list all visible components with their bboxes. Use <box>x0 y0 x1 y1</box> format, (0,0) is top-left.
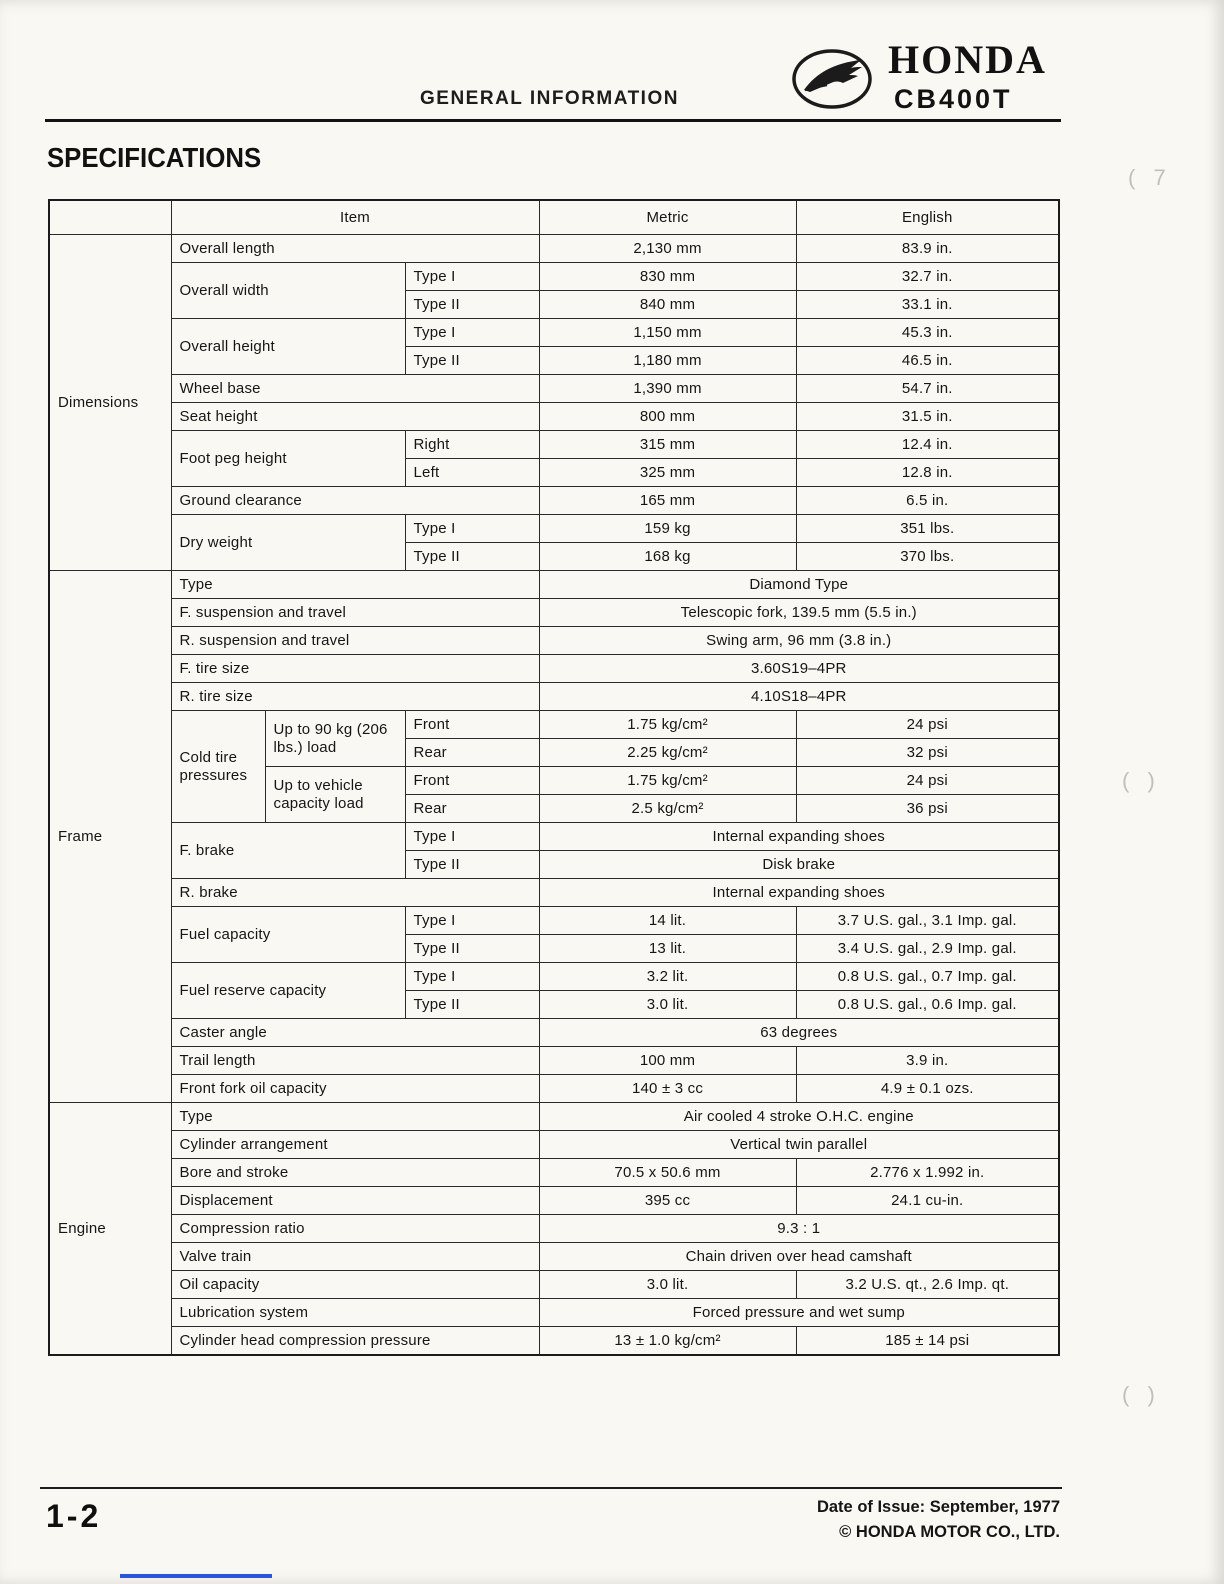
table-row <box>49 1327 1059 1356</box>
table-row <box>49 319 1059 347</box>
table-row <box>49 1159 1059 1187</box>
table-row <box>49 907 1059 935</box>
item-cell: Cylinder head compression pressure <box>171 1327 539 1356</box>
table-row <box>49 375 1059 403</box>
honda-wing-icon <box>790 46 874 117</box>
scan-artifact-mark: ( 7 <box>1128 165 1172 190</box>
value-cell: 63 degrees <box>539 1019 1059 1047</box>
english-cell: 3.2 U.S. qt., 2.6 Imp. qt. <box>796 1271 1059 1299</box>
table-row <box>49 571 1059 599</box>
scan-artifact-line <box>120 1574 272 1578</box>
subitem-cell: Type II <box>405 543 539 571</box>
scan-artifact-mark: ( ) <box>1122 768 1161 793</box>
item-cell: Bore and stroke <box>171 1159 539 1187</box>
metric-cell: 100 mm <box>539 1047 796 1075</box>
subitem-cell: Type I <box>405 907 539 935</box>
header-cell-metric: Metric <box>539 200 796 235</box>
metric-cell: 140 ± 3 cc <box>539 1075 796 1103</box>
table-row <box>49 879 1059 907</box>
value-cell: Swing arm, 96 mm (3.8 in.) <box>539 627 1059 655</box>
english-cell: 36 psi <box>796 795 1059 823</box>
metric-cell: 3.0 lit. <box>539 1271 796 1299</box>
table-row <box>49 515 1059 543</box>
english-cell: 6.5 in. <box>796 487 1059 515</box>
subitem-cell: Type II <box>405 291 539 319</box>
scan-artifact-mark: ( ) <box>1122 1382 1161 1407</box>
metric-cell: 1,150 mm <box>539 319 796 347</box>
section-cell-engine: Engine <box>49 1103 171 1356</box>
item-cell: Fuel capacity <box>171 907 405 963</box>
subitem-cell: Type II <box>405 347 539 375</box>
item-cell: Lubrication system <box>171 1299 539 1327</box>
value-cell: 3.60S19–4PR <box>539 655 1059 683</box>
english-cell: 46.5 in. <box>796 347 1059 375</box>
english-cell: 32 psi <box>796 739 1059 767</box>
subitem-cell: Front <box>405 767 539 795</box>
value-cell: 9.3 : 1 <box>539 1215 1059 1243</box>
table-row <box>49 627 1059 655</box>
page-title: SPECIFICATIONS <box>47 142 262 173</box>
item-cell: R. brake <box>171 879 539 907</box>
metric-cell: 315 mm <box>539 431 796 459</box>
english-cell: 185 ± 14 psi <box>796 1327 1059 1356</box>
header-cell-blank <box>49 200 171 235</box>
english-cell: 31.5 in. <box>796 403 1059 431</box>
date-of-issue: Date of Issue: September, 1977 <box>816 1498 1060 1516</box>
item-cell: Type <box>171 1103 539 1131</box>
english-cell: 24 psi <box>796 767 1059 795</box>
english-cell: 2.776 x 1.992 in. <box>796 1159 1059 1187</box>
model-name: CB400T <box>894 84 1013 114</box>
subitem-cell: Up to 90 kg (206 lbs.) load <box>265 711 405 767</box>
subitem-cell: Type II <box>405 851 539 879</box>
item-cell: Dry weight <box>171 515 405 571</box>
brand-name: HONDA <box>888 37 1047 82</box>
subitem-cell: Type I <box>405 823 539 851</box>
item-cell: Overall height <box>171 319 405 375</box>
metric-cell: 2,130 mm <box>539 235 796 263</box>
item-cell: Cylinder arrangement <box>171 1131 539 1159</box>
metric-cell: 840 mm <box>539 291 796 319</box>
metric-cell: 1,390 mm <box>539 375 796 403</box>
metric-cell: 325 mm <box>539 459 796 487</box>
metric-cell: 3.2 lit. <box>539 963 796 991</box>
item-cell: Seat height <box>171 403 539 431</box>
table-row <box>49 963 1059 991</box>
metric-cell: 1.75 kg/cm² <box>539 767 796 795</box>
page-number: 1-2 <box>46 1498 102 1534</box>
table-row <box>49 655 1059 683</box>
item-cell: Fuel reserve capacity <box>171 963 405 1019</box>
metric-cell: 13 lit. <box>539 935 796 963</box>
table-row <box>49 683 1059 711</box>
item-cell: R. tire size <box>171 683 539 711</box>
header-cell-english: English <box>796 200 1059 235</box>
table-row <box>49 823 1059 851</box>
item-cell: Displacement <box>171 1187 539 1215</box>
value-cell: Air cooled 4 stroke O.H.C. engine <box>539 1103 1059 1131</box>
table-row <box>49 1243 1059 1271</box>
item-cell: Front fork oil capacity <box>171 1075 539 1103</box>
item-cell: Compression ratio <box>171 1215 539 1243</box>
english-cell: 3.7 U.S. gal., 3.1 Imp. gal. <box>796 907 1059 935</box>
header-cell-item: Item <box>171 200 539 235</box>
subitem-cell: Rear <box>405 795 539 823</box>
metric-cell: 1.75 kg/cm² <box>539 711 796 739</box>
value-cell: Internal expanding shoes <box>539 879 1059 907</box>
subitem-cell: Type I <box>405 319 539 347</box>
value-cell: Internal expanding shoes <box>539 823 1059 851</box>
header-rule <box>45 119 1061 122</box>
item-cell: Overall length <box>171 235 539 263</box>
honda-logo-block <box>790 37 1047 117</box>
item-cell: Trail length <box>171 1047 539 1075</box>
english-cell: 0.8 U.S. gal., 0.7 Imp. gal. <box>796 963 1059 991</box>
table-row <box>49 403 1059 431</box>
subitem-cell: Rear <box>405 739 539 767</box>
item-cell: F. brake <box>171 823 405 879</box>
item-cell: R. suspension and travel <box>171 627 539 655</box>
item-cell: F. suspension and travel <box>171 599 539 627</box>
subitem-cell: Type I <box>405 515 539 543</box>
english-cell: 4.9 ± 0.1 ozs. <box>796 1075 1059 1103</box>
english-cell: 32.7 in. <box>796 263 1059 291</box>
metric-cell: 830 mm <box>539 263 796 291</box>
item-cell: Valve train <box>171 1243 539 1271</box>
item-cell: Overall width <box>171 263 405 319</box>
value-cell: Diamond Type <box>539 571 1059 599</box>
subitem-cell: Right <box>405 431 539 459</box>
item-cell: Cold tire pressures <box>171 711 265 823</box>
table-row <box>49 1131 1059 1159</box>
value-cell: Chain driven over head camshaft <box>539 1243 1059 1271</box>
value-cell: Vertical twin parallel <box>539 1131 1059 1159</box>
subitem-cell: Type II <box>405 935 539 963</box>
item-cell: Foot peg height <box>171 431 405 487</box>
table-row <box>49 711 1059 739</box>
english-cell: 83.9 in. <box>796 235 1059 263</box>
value-cell: 4.10S18–4PR <box>539 683 1059 711</box>
item-cell: Caster angle <box>171 1019 539 1047</box>
subitem-cell: Left <box>405 459 539 487</box>
table-row <box>49 1271 1059 1299</box>
item-cell: Ground clearance <box>171 487 539 515</box>
english-cell: 33.1 in. <box>796 291 1059 319</box>
english-cell: 351 lbs. <box>796 515 1059 543</box>
metric-cell: 165 mm <box>539 487 796 515</box>
footer-rule <box>40 1487 1062 1489</box>
value-cell: Telescopic fork, 139.5 mm (5.5 in.) <box>539 599 1059 627</box>
table-row <box>49 487 1059 515</box>
footer-publisher-info <box>817 1495 1060 1545</box>
table-row <box>49 235 1059 263</box>
english-cell: 3.4 U.S. gal., 2.9 Imp. gal. <box>796 935 1059 963</box>
table-row <box>49 1019 1059 1047</box>
table-row <box>49 431 1059 459</box>
section-heading: GENERAL INFORMATION <box>420 88 679 109</box>
metric-cell: 13 ± 1.0 kg/cm² <box>539 1327 796 1356</box>
english-cell: 3.9 in. <box>796 1047 1059 1075</box>
metric-cell: 2.5 kg/cm² <box>539 795 796 823</box>
table-row <box>49 1103 1059 1131</box>
value-cell: Disk brake <box>539 851 1059 879</box>
table-row <box>49 263 1059 291</box>
metric-cell: 14 lit. <box>539 907 796 935</box>
metric-cell: 159 kg <box>539 515 796 543</box>
table-row <box>49 1215 1059 1243</box>
section-cell-dimensions: Dimensions <box>49 235 171 571</box>
table-row <box>49 1047 1059 1075</box>
metric-cell: 395 cc <box>539 1187 796 1215</box>
metric-cell: 2.25 kg/cm² <box>539 739 796 767</box>
item-cell: Type <box>171 571 539 599</box>
english-cell: 0.8 U.S. gal., 0.6 Imp. gal. <box>796 991 1059 1019</box>
specifications-table-wrap <box>48 199 1060 1356</box>
table-row <box>49 1075 1059 1103</box>
subitem-cell: Type II <box>405 991 539 1019</box>
table-row <box>49 1299 1059 1327</box>
english-cell: 24 psi <box>796 711 1059 739</box>
item-cell: F. tire size <box>171 655 539 683</box>
value-cell: Forced pressure and wet sump <box>539 1299 1059 1327</box>
metric-cell: 1,180 mm <box>539 347 796 375</box>
table-header-row <box>49 200 1059 235</box>
english-cell: 24.1 cu-in. <box>796 1187 1059 1215</box>
english-cell: 12.8 in. <box>796 459 1059 487</box>
english-cell: 370 lbs. <box>796 543 1059 571</box>
copyright: © HONDA MOTOR CO., LTD. <box>839 1522 1060 1541</box>
table-row <box>49 1187 1059 1215</box>
metric-cell: 168 kg <box>539 543 796 571</box>
brand-text <box>888 37 1047 114</box>
subitem-cell: Type I <box>405 963 539 991</box>
subitem-cell: Up to vehicle capacity load <box>265 767 405 823</box>
specifications-table <box>48 199 1060 1356</box>
english-cell: 12.4 in. <box>796 431 1059 459</box>
subitem-cell: Type I <box>405 263 539 291</box>
english-cell: 54.7 in. <box>796 375 1059 403</box>
metric-cell: 70.5 x 50.6 mm <box>539 1159 796 1187</box>
section-cell-frame: Frame <box>49 571 171 1103</box>
english-cell: 45.3 in. <box>796 319 1059 347</box>
metric-cell: 800 mm <box>539 403 796 431</box>
subitem-cell: Front <box>405 711 539 739</box>
item-cell: Wheel base <box>171 375 539 403</box>
metric-cell: 3.0 lit. <box>539 991 796 1019</box>
item-cell: Oil capacity <box>171 1271 539 1299</box>
table-row <box>49 599 1059 627</box>
